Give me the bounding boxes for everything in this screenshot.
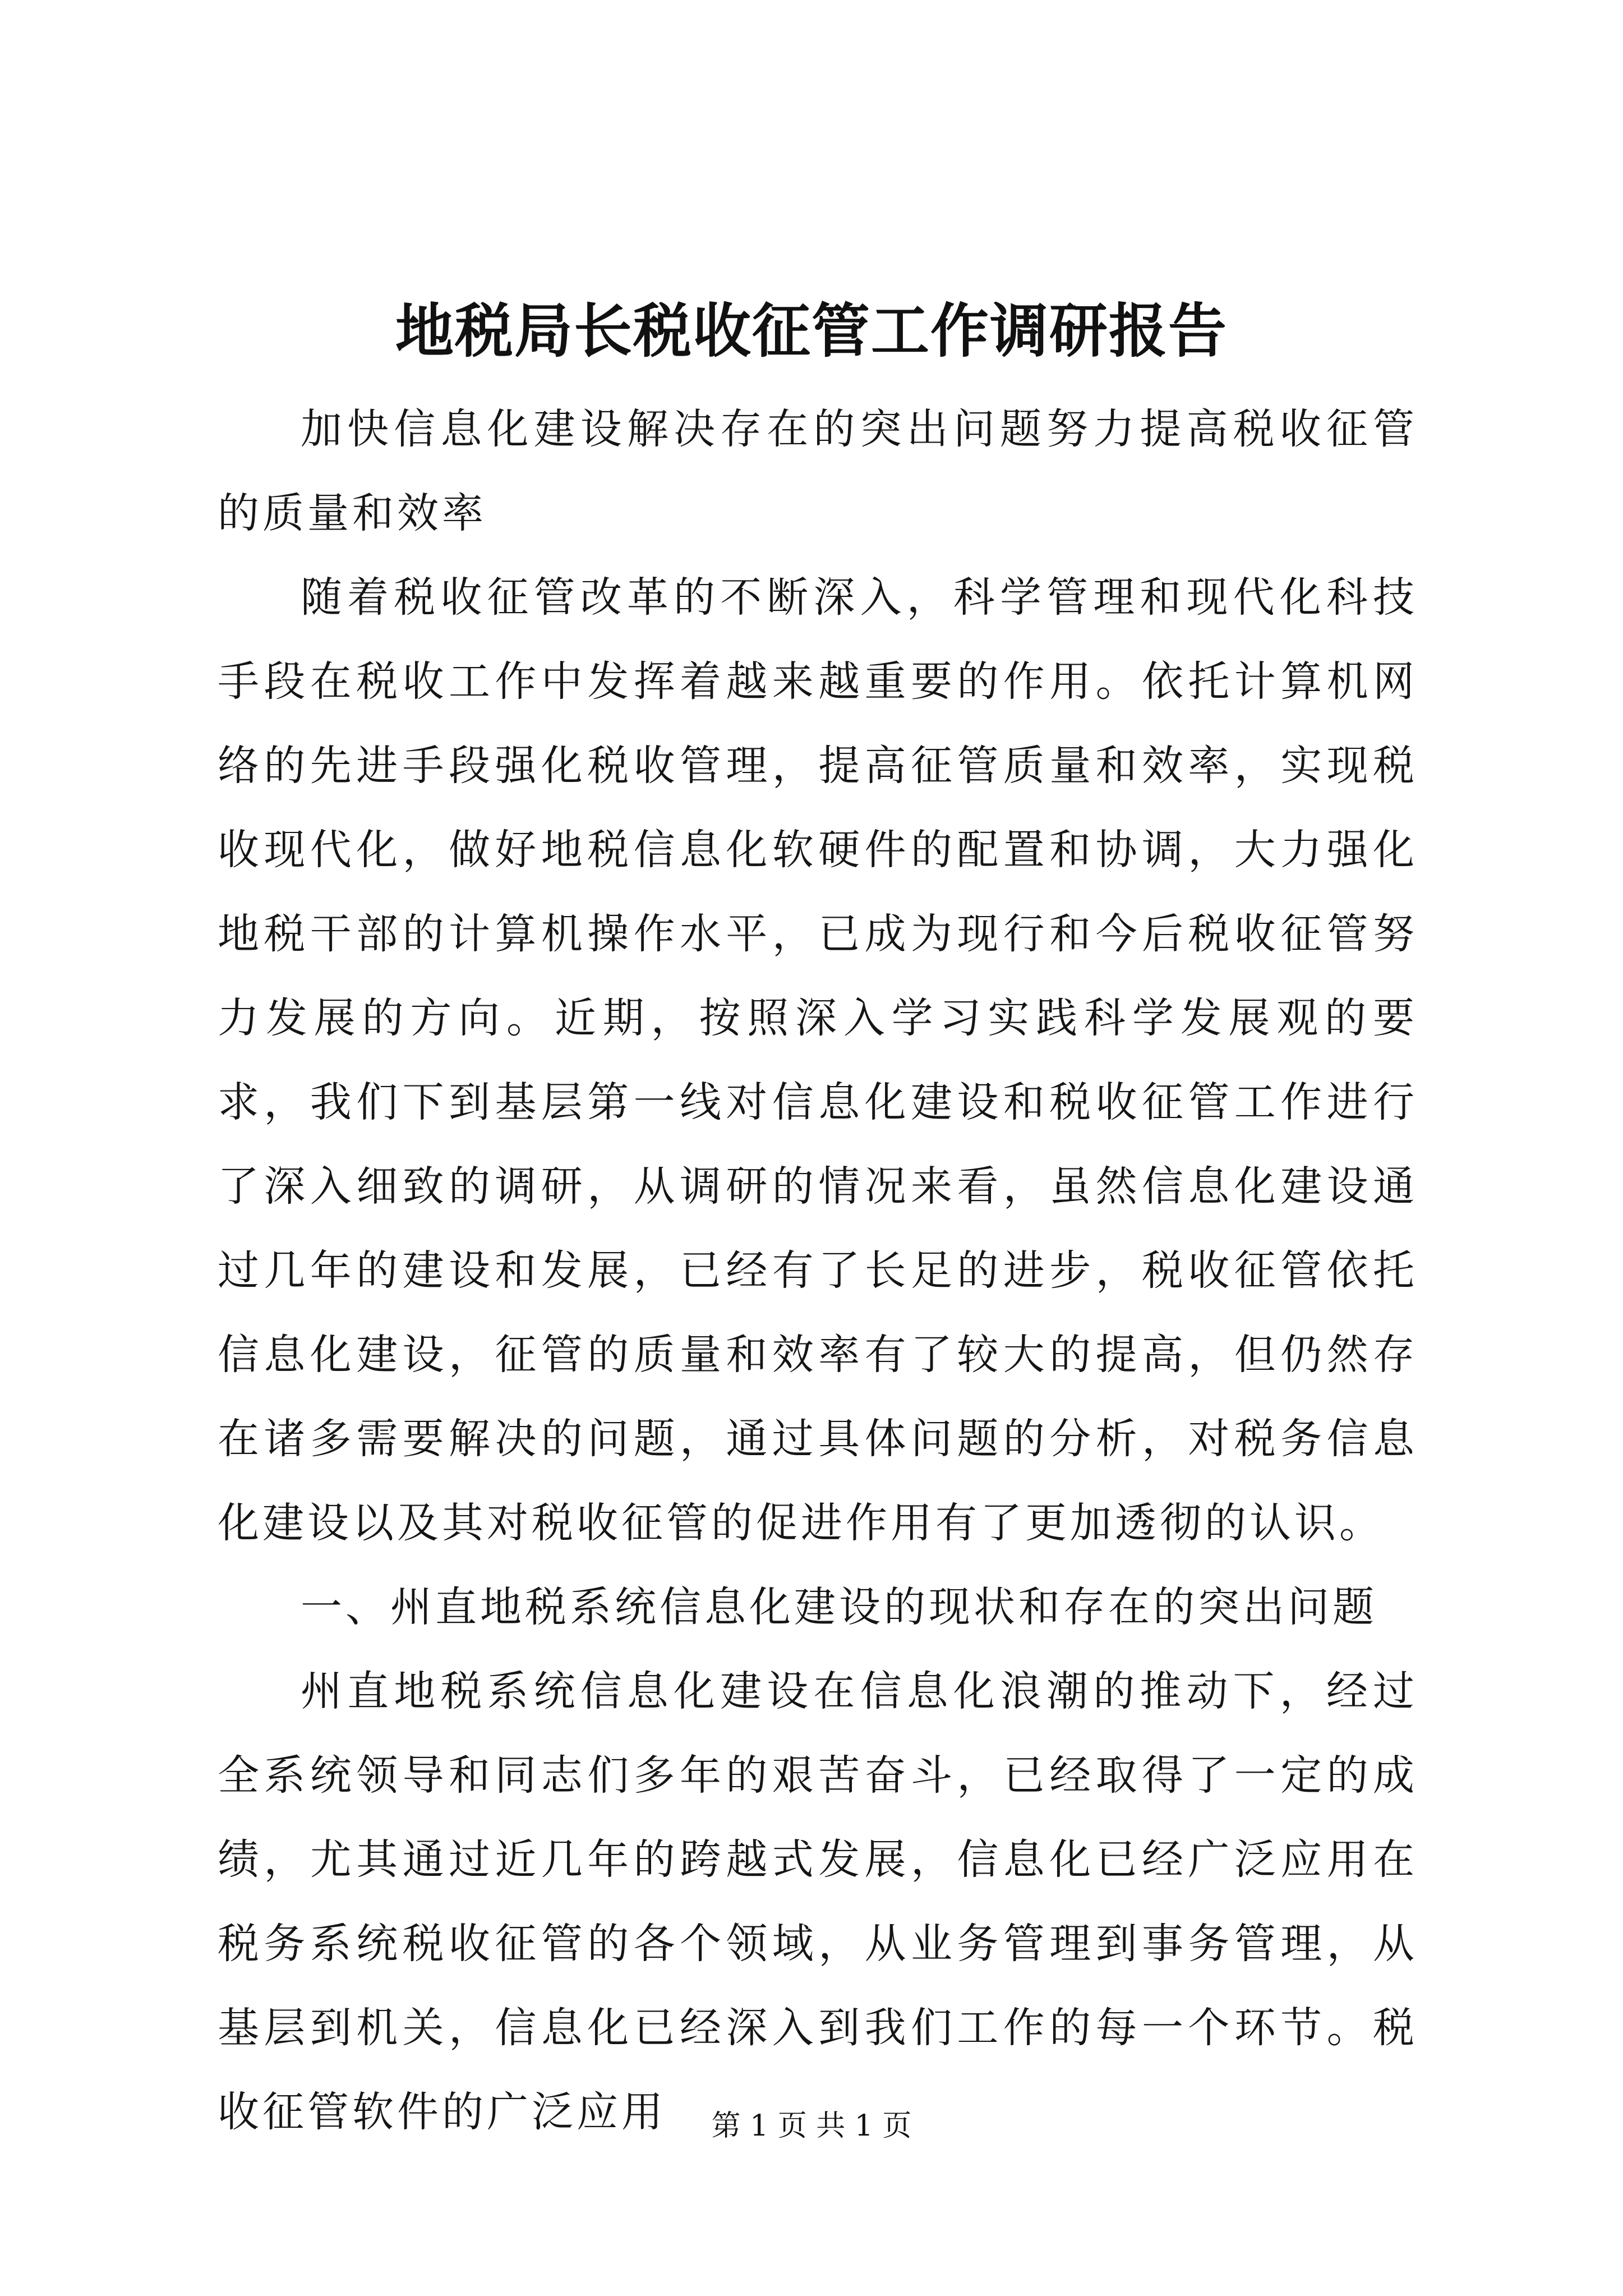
- page-footer: 第 1 页 共 1 页: [711, 2109, 912, 2143]
- paragraph-intro: 随着税收征管改革的不断深入，科学管理和现代化科技手段在税收工作中发挥着越来越重要的作用。依托计算机网络的先进手段强化税收管理，提高征管质量和效率，实现税收现代化，做好地税信息化软硬件的配置和协调，大力强化地税干部的计算机操作水平，已成为现行和今后税收征管努力发展的方向。近期，按照深入学习实践科学发展观的要求，我们下到基层第一线对信息化建设和税收征管工作进行了深入细致的调研，从调研的情况来看，虽然信息化建设通过几年的建设和发展，已经有了长足的进步，税收征管依托信息化建设，征管的质量和效率有了较大的提高，但仍然存在诸多需要解决的问题，通过具体问题的分析，对税务信息化建设以及其对税收征管的促进作用有了更加透彻的认识。: [218, 573, 1418, 1547]
- paragraph-status: 州直地税系统信息化建设在信息化浪潮的推动下，经过全系统领导和同志们多年的艰苦奋斗，已经取得了一定的成绩，尤其通过近几年的跨越式发展，信息化已经广泛应用在税务系统税收征管的各个领域，从业务管理到事务管理，从基层到机关，信息化已经深入到我们工作的每一个环节。税收征管软件的广泛应用: [218, 1667, 1418, 2136]
- paragraph-subtitle: 加快信息化建设解决存在的突出问题努力提高税收征管的质量和效率: [218, 405, 1418, 537]
- document-body: [218, 387, 1418, 2154]
- document-title: 地税局长税收征管工作调研报告: [395, 296, 1228, 365]
- section-heading: 一、州直地税系统信息化建设的现状和存在的突出问题: [301, 1583, 1377, 1631]
